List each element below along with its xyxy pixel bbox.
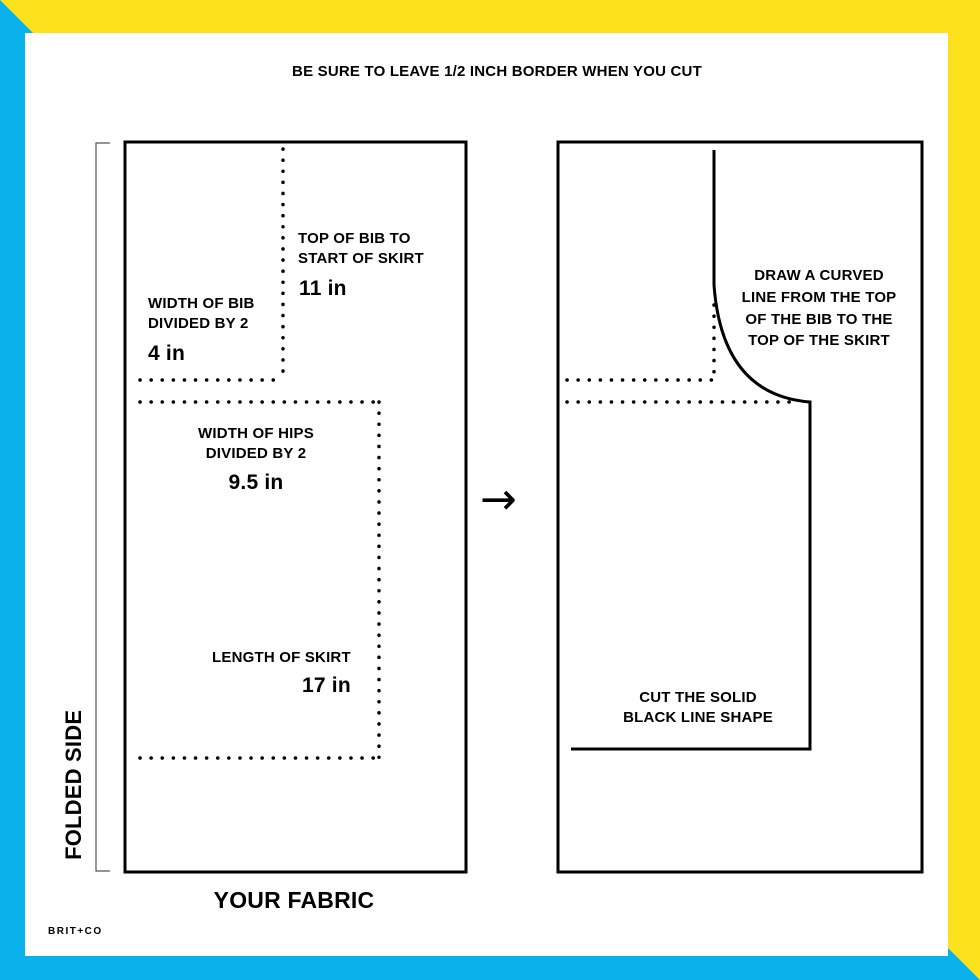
cut-instruction-line2: BLACK LINE SHAPE [623, 709, 773, 727]
bib-width-label-line2: DIVIDED BY 2 [148, 315, 249, 333]
curve-instruction-line4: TOP OF THE SKIRT [748, 332, 890, 350]
bib-width-label [148, 294, 255, 335]
skirt-length-label: LENGTH OF SKIRT [212, 649, 351, 666]
skirt-length-value: 17 in [302, 674, 351, 697]
bib-width-value: 4 in [148, 342, 185, 365]
bib-height-label-line2: START OF SKIRT [298, 250, 424, 268]
curve-instruction-line2: LINE FROM THE TOP [741, 288, 897, 306]
cut-instruction [598, 688, 798, 729]
instruction-title: BE SURE TO LEAVE 1/2 INCH BORDER WHEN YOU CUT [292, 63, 702, 80]
hip-width-label-line1: WIDTH OF HIPS [198, 425, 314, 442]
bib-width-label-line1: WIDTH OF BIB [148, 295, 255, 312]
bib-height-value: 11 in [299, 277, 347, 300]
cut-instruction-line1: CUT THE SOLID [639, 689, 757, 706]
hip-width-label [170, 424, 342, 465]
hip-width-label-line2: DIVIDED BY 2 [205, 445, 307, 463]
hip-width-value: 9.5 in [228, 471, 284, 494]
bib-height-label [298, 229, 424, 270]
curve-instruction [724, 265, 914, 352]
brand-logo: BRIT+CO [48, 926, 103, 937]
bib-height-label-line1: TOP OF BIB TO [298, 230, 411, 247]
right-arrow-icon: → [480, 474, 517, 525]
curve-instruction-line3: OF THE BIB TO THE [745, 310, 893, 328]
fabric-caption: YOUR FABRIC [213, 887, 375, 913]
folded-side-label: FOLDED SIDE [61, 709, 87, 860]
curve-instruction-line1: DRAW A CURVED [754, 267, 884, 284]
